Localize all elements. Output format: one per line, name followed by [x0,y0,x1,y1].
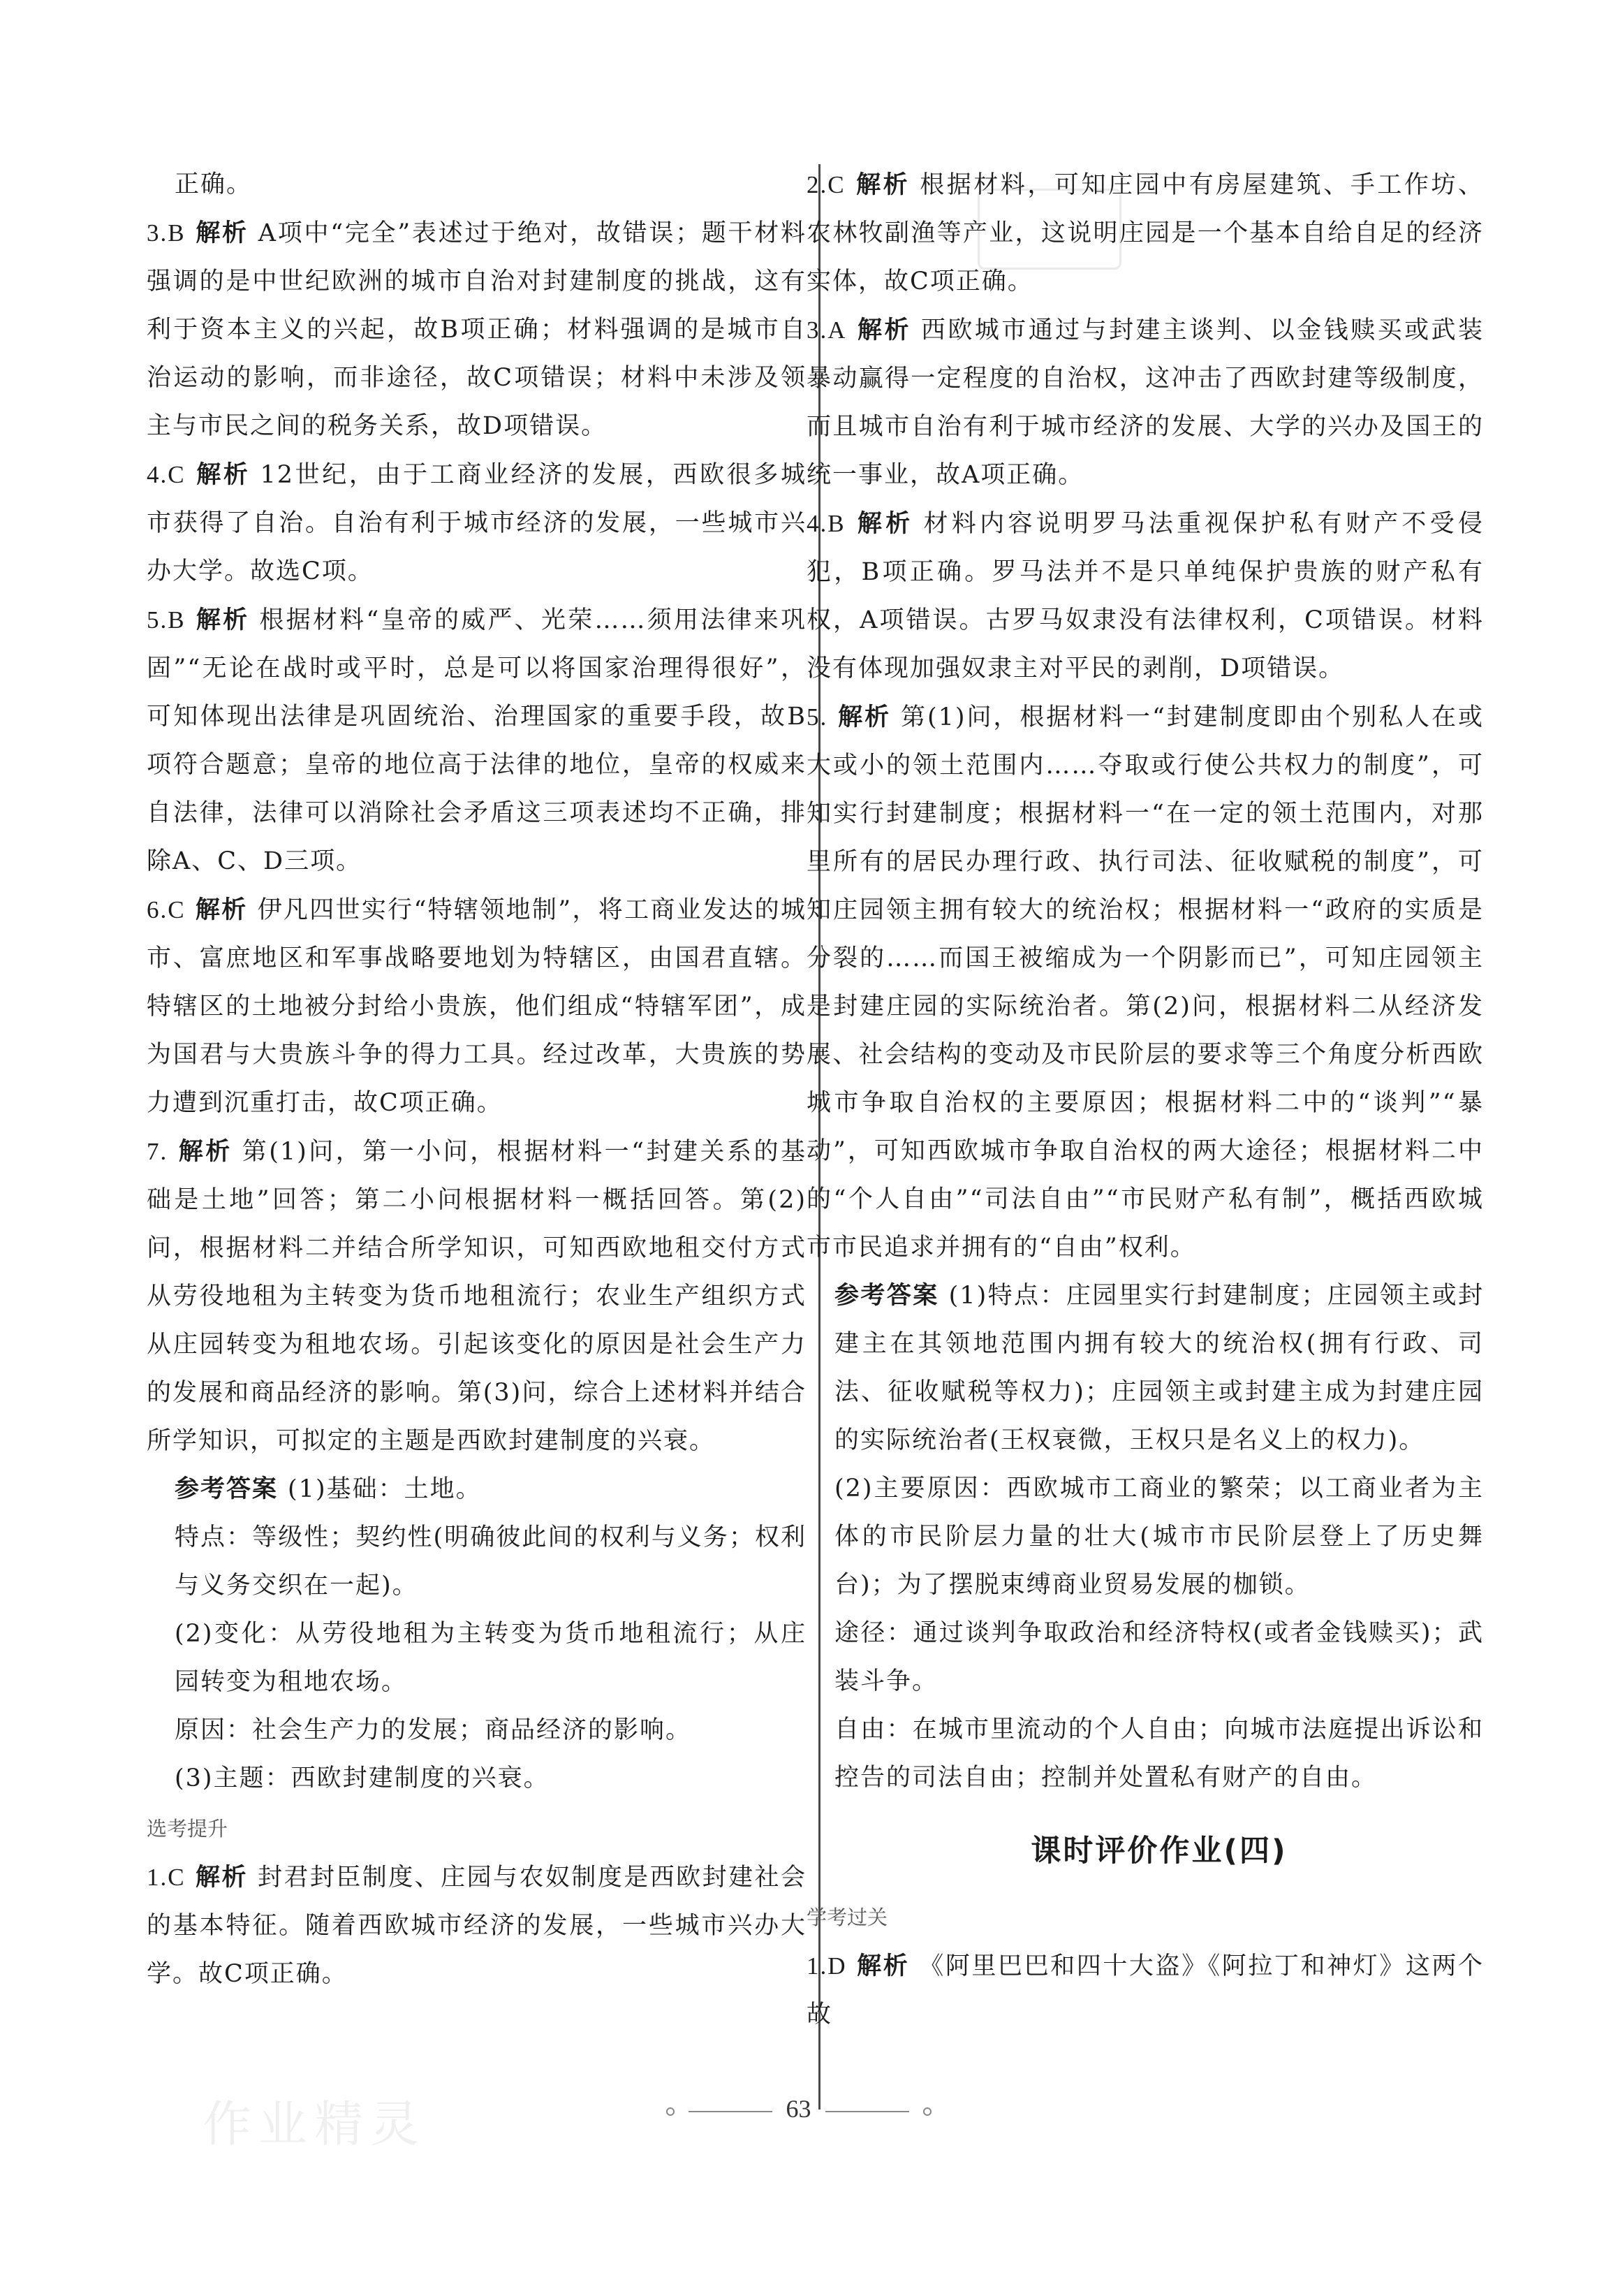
answer-item-r3 [807,306,1484,499]
analysis-text: 伊凡四世实行“特辖领地制”，将工商业发达的城市、富庶地区和军事战略要地划为特辖区，由国君直辖。特辖区的土地被分封给小贵族，他们组成“特辖军团”，成为国君与大贵族斗争的得力工具。经过改革，大贵族的势力遭到沉重打击，故C项正确。 [147,896,807,1117]
item-number: 6.C [147,896,186,923]
analysis-text: A项中“完全”表述过于绝对，故错误；题干材料强调的是中世纪欧洲的城市自治对封建制度的挑战，这有利于资本主义的兴起，故B项正确；材料强调的是城市自治运动的影响，而非途径，故C项错误；材料中未涉及领主与市民之间的税务关系，故D项错误。 [147,219,807,440]
ornament-line [825,2111,909,2112]
item-number: 2.C [807,171,846,198]
item-number: 3.B [147,219,186,247]
answer-line: 特点：等级性；契约性(明确彼此间的权利与义务；权利与义务交织在一起)。 [175,1523,807,1600]
item-number: 1.D [807,1952,847,1980]
item-number: 5. [807,703,828,731]
ornament-icon [666,2107,675,2116]
answer-line: (2)变化：从劳役地租为主转变为货币地租流行；从庄园转变为租地农场。 [175,1620,807,1696]
analysis-text: 材料内容说明罗马法重视保护私有财产不受侵犯，B项正确。罗马法并不是只单纯保护贵族的财产私有权，A项错误。古罗马奴隶没有法律权利，C项错误。材料没有体现加强奴隶主对平民的剥削，D项错误。 [807,510,1484,682]
answer-item-d1 [807,1942,1484,2039]
answer-item-r5 [807,693,1484,1272]
item-number: 3.A [807,316,847,344]
analysis-label: 解析 [195,1864,248,1892]
answer-line: (1)基础：土地。 [288,1475,482,1503]
analysis-text: 封君封臣制度、庄园与农奴制度是西欧封建社会的基本特征。随着西欧城市经济的发展，一些城市兴办大学。故C项正确。 [147,1864,807,1988]
watermark-logo: 作业精灵 [203,2096,426,2153]
analysis-label: 解析 [195,896,248,924]
analysis-text: 根据材料“皇帝的威严、光荣……须用法律来巩固”“无论在战时或平时，总是可以将国家治理得很好”，可知体现出法律是巩固统治、治理国家的重要手段，故B项符合题意；皇帝的地位高于法律的地位，皇帝的权威来自法律，法律可以消除社会矛盾这三项表述均不正确，排除A、C、D三项。 [147,606,807,875]
answer-item-4 [147,451,807,596]
analysis-label: 解析 [195,219,249,247]
item-number: 4.C [147,461,186,488]
analysis-text: 根据材料，可知庄园中有房屋建筑、手工作坊、农林牧副渔等产业，这说明庄园是一个基本自给自足的经济实体，故C项正确。 [807,171,1484,295]
item-number: 4.B [807,510,846,537]
answer-line: (1)特点：庄园里实行封建制度；庄园领主或封建主在其领地范围内拥有较大的统治权(拥有行政、司法、征收赋税等权力)；庄园领主或封建主成为封建庄园的实际统治者(王权衰微，王权只是名义上的权力)。 [834,1282,1484,1454]
analysis-label: 解析 [837,703,892,731]
section-label-basic: 学考过关 [807,1906,888,1929]
analysis-label: 解析 [856,316,911,344]
analysis-label: 解析 [177,1138,233,1166]
analysis-label: 解析 [195,606,250,634]
answer-item-6 [147,886,807,1127]
answer-line: 途径：通过谈判争取政治和经济特权(或者金钱赎买)；武装斗争。 [834,1619,1484,1695]
answer-line: (3)主题：西欧封建制度的兴衰。 [175,1764,550,1792]
page-number: 63 [786,2095,811,2123]
ornament-line [689,2111,772,2112]
analysis-text: 《阿里巴巴和四十大盗》《阿拉丁和神灯》这两个故 [807,1952,1484,2028]
reference-answer-label: 参考答案 [175,1475,279,1503]
reference-answer [834,1272,1484,1465]
section-title: 课时评价作业(四) [1031,1834,1288,1869]
item-number: 1.C [147,1864,186,1891]
answer-item-3 [147,209,807,451]
page-footer [0,2094,1597,2123]
answer-item-s1 [147,1853,807,1998]
answer-item-5 [147,596,807,886]
answer-item-7 [147,1127,807,1465]
left-column [147,161,807,1998]
analysis-label: 解析 [856,1952,910,1980]
ornament-icon [923,2107,932,2116]
item-number: 5.B [147,606,186,634]
answer-line: (2)主要原因：西欧城市工商业的繁荣；以工商业者为主体的市民阶层力量的壮大(城市市民阶层登上了历史舞台)；为了摆脱束缚商业贸易发展的枷锁。 [834,1475,1484,1599]
analysis-label: 解析 [855,510,914,538]
paragraph: 正确。 [175,170,253,198]
answer-line: 自由：在城市里流动的个人自由；向城市法庭提出诉讼和控告的司法自由；控制并处置私有财产的自由。 [834,1716,1484,1792]
analysis-label: 解析 [855,171,911,199]
item-number: 7. [147,1138,168,1165]
analysis-text: 12世纪，由于工商业经济的发展，西欧很多城市获得了自治。自治有利于城市经济的发展，一些城市兴办大学。故选C项。 [147,461,807,585]
answer-line: 原因：社会生产力的发展；商品经济的影响。 [175,1716,692,1744]
analysis-label: 解析 [195,461,251,489]
section-label-advanced: 选考提升 [147,1817,228,1841]
analysis-text: 第(1)问，根据材料一“封建制度即由个别私人在或大或小的领土范围内……夺取或行使公共权力的制度”，可知实行封建制度；根据材料一“在一定的领土范围内，对那里所有的居民办理行政、执行司法、征收赋税的制度”，可知庄园领主拥有较大的统治权；根据材料一“政府的实质是分裂的……而国王被缩成为一个阴影而已”，可知庄园领主是封建庄园的实际统治者。第(2)问，根据材料二从经济发展、社会结构的变动及市民阶层的要求等三个角度分析西欧城市争取自治权的主要原因；根据材料二中的“谈判”“暴动”，可知西欧城市争取自治权的两大途径；根据材料二中的“个人自由”“司法自由”“市民财产私有制”，概括西欧城市市民追求并拥有的“自由”权利。 [807,703,1484,1262]
analysis-text: 西欧城市通过与封建主谈判、以金钱赎买或武装暴动赢得一定程度的自治权，这冲击了西欧封建等级制度，而且城市自治有利于城市经济的发展、大学的兴办及国王的统一事业，故A项正确。 [807,316,1484,489]
right-column [807,161,1484,2039]
analysis-text: 第(1)问，第一小问，根据材料一“封建关系的基础是土地”回答；第二小问根据材料一概括回答。第(2)问，根据材料二并结合所学知识，可知西欧地租交付方式从劳役地租为主转变为货币地租流行；农业生产组织方式从庄园转变为租地农场。引起该变化的原因是社会生产力的发展和商品经济的影响。第(3)问，综合上述材料并结合所学知识，可拟定的主题是西欧封建制度的兴衰。 [147,1138,807,1455]
answer-item-r2 [807,161,1484,306]
reference-answer-label: 参考答案 [834,1282,939,1310]
answer-item-r4 [807,499,1484,693]
reference-answer [175,1465,807,1514]
